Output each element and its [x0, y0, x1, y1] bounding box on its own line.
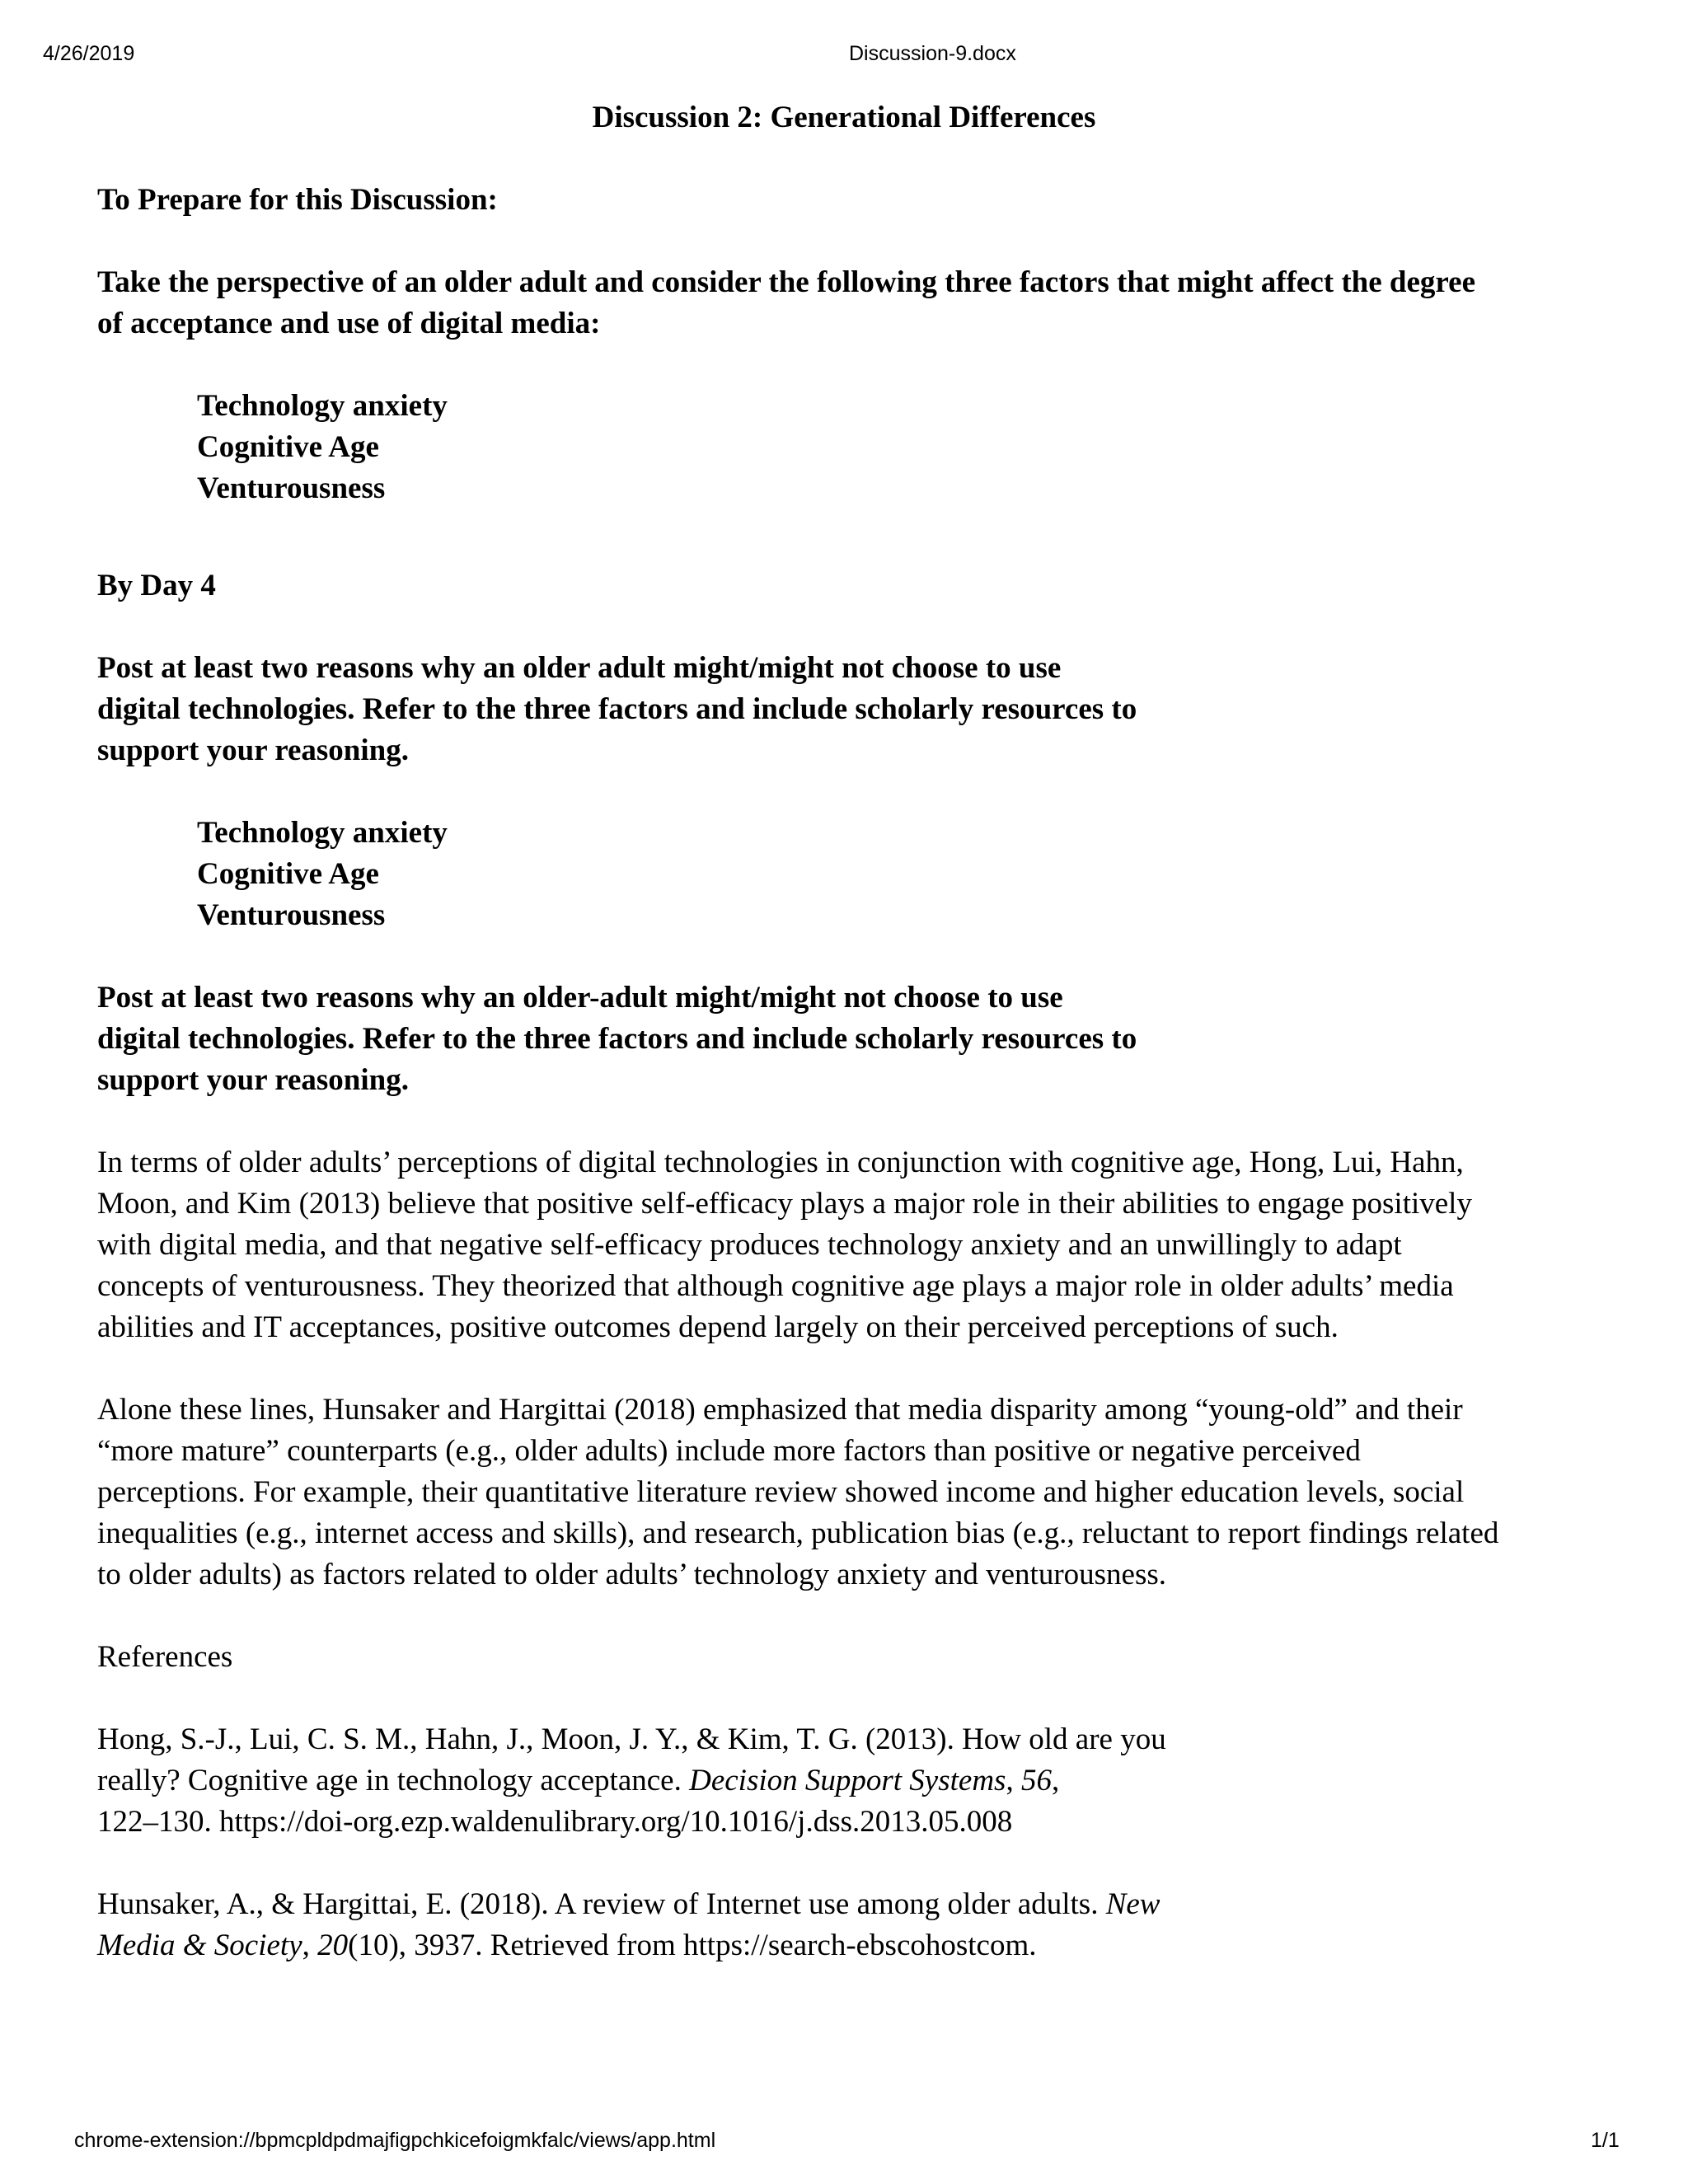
body-paragraph-1 [97, 1142, 1597, 1348]
paragraph-line: to older adults) as factors related to older adults’ technology anxiety and venturousness. [97, 1558, 1167, 1591]
reference-text: Hunsaker, A., & Hargittai, E. (2018). A review of Internet use among older adults. [97, 1887, 1106, 1921]
factors-list-2 [97, 813, 1688, 936]
print-date: 4/26/2019 [43, 42, 135, 65]
paragraph-line: perceptions. For example, their quantitative literature review showed income and higher education levels, social [97, 1475, 1465, 1509]
post-text-line: digital technologies. Refer to the three factors and include scholarly resources to [97, 692, 1137, 726]
reference-hunsaker-2018 [97, 1884, 1597, 1966]
references-heading: References [97, 1640, 233, 1674]
paragraph-line: “more mature” counterparts (e.g., older adults) include more factors than positive or negative perceived [97, 1434, 1361, 1468]
factor-item: Venturousness [197, 898, 386, 932]
footer-url: chrome-extension://bpmcpldpdmajfigpchkicefoigmkfalc/views/app.html [74, 2129, 716, 2152]
factor-item: Cognitive Age [197, 857, 379, 891]
prepare-text-line: of acceptance and use of digital media: [97, 307, 601, 340]
journal-volume: 56 [1020, 1764, 1052, 1797]
reference-text: , [1051, 1764, 1060, 1797]
reference-line [97, 1925, 1597, 1966]
paragraph-line: abilities and IT acceptances, positive outcomes depend largely on their perceived perceptions of such. [97, 1310, 1339, 1344]
post-text-line: Post at least two reasons why an older adult might/might not choose to use [97, 651, 1062, 685]
factor-item: Technology anxiety [197, 389, 448, 423]
prepare-text-line: Take the perspective of an older adult and consider the following three factors that might affect the degree [97, 265, 1476, 299]
journal-title: Decision Support Systems [689, 1764, 1006, 1797]
reference-line: Hong, S.-J., Lui, C. S. M., Hahn, J., Moon, J. Y., & Kim, T. G. (2013). How old are you [97, 1722, 1166, 1756]
prepare-heading: To Prepare for this Discussion: [97, 183, 498, 217]
reference-hong-2013 [97, 1719, 1597, 1843]
paragraph-line: inequalities (e.g., internet access and skills), and research, publication bias (e.g., reluctant to report findings related [97, 1516, 1499, 1550]
paragraph-line: with digital media, and that negative self-efficacy produces technology anxiety and an unwillingly to adapt [97, 1228, 1402, 1262]
paragraph-line: Alone these lines, Hunsaker and Hargittai (2018) emphasized that media disparity among “young-old” and their [97, 1393, 1463, 1427]
page-number: 1/1 [1591, 2129, 1620, 2152]
post-instructions-1 [97, 648, 1597, 771]
reference-text: really? Cognitive age in technology acceptance. [97, 1764, 690, 1797]
reference-line [97, 1760, 1597, 1802]
post-text-line: digital technologies. Refer to the three factors and include scholarly resources to [97, 1022, 1137, 1056]
paragraph-line: In terms of older adults’ perceptions of digital technologies in conjunction with cognitive age, Hong, Lui, Hahn, [97, 1146, 1464, 1179]
reference-text: (10), 3937. Retrieved from https://search-ebscohostcom. [348, 1929, 1037, 1962]
factor-item: Venturousness [197, 471, 386, 505]
document-title: Discussion 2: Generational Differences [592, 101, 1096, 134]
day-heading: By Day 4 [97, 569, 216, 602]
reference-text: , [1006, 1764, 1021, 1797]
document-filename: Discussion-9.docx [849, 42, 1016, 65]
post-text-line: Post at least two reasons why an older-adult might/might not choose to use [97, 981, 1063, 1015]
journal-volume: 20 [317, 1929, 349, 1962]
journal-title: New [1105, 1887, 1160, 1921]
factor-item: Cognitive Age [197, 430, 379, 464]
prepare-text [97, 262, 1597, 344]
post-instructions-2 [97, 977, 1597, 1101]
reference-line [97, 1884, 1597, 1925]
paragraph-line: Moon, and Kim (2013) believe that positive self-efficacy plays a major role in their abilities to engage positively [97, 1187, 1472, 1221]
factors-list-1 [97, 386, 1688, 509]
paragraph-line: concepts of venturousness. They theorized that although cognitive age plays a major role in older adults’ media [97, 1269, 1454, 1303]
post-text-line: support your reasoning. [97, 1063, 409, 1097]
post-text-line: support your reasoning. [97, 733, 409, 767]
journal-title: Media & Society [97, 1929, 302, 1962]
reference-line: 122–130. https://doi-org.ezp.waldenulibrary.org/10.1016/j.dss.2013.05.008 [97, 1805, 1013, 1839]
reference-text: , [302, 1929, 318, 1962]
factor-item: Technology anxiety [197, 816, 448, 850]
body-paragraph-2 [97, 1390, 1597, 1596]
